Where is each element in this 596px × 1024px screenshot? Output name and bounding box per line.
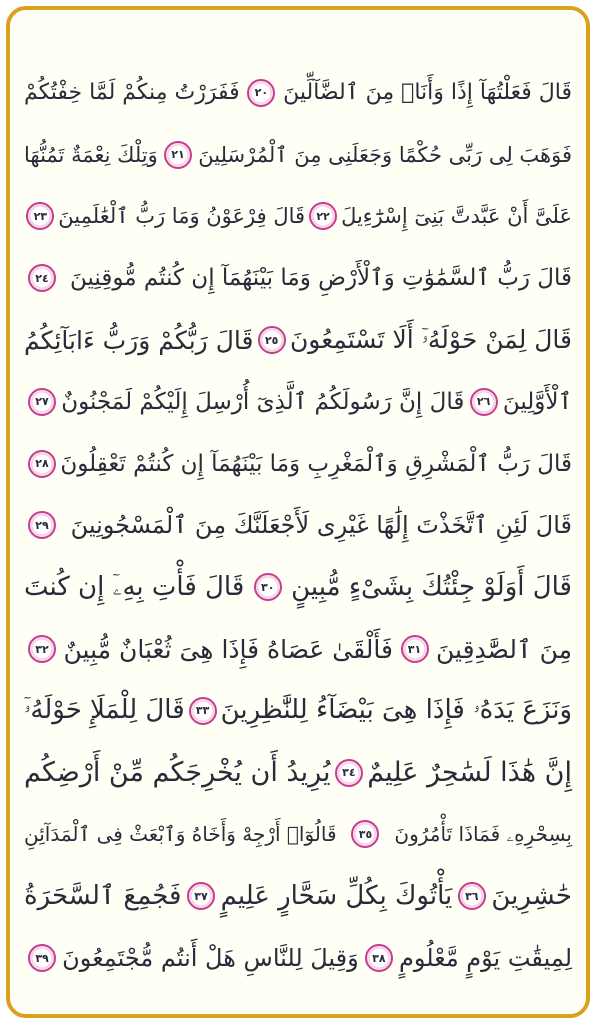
- verse-text: لِمِيقَٰتِ يَوْمٍ مَّعْلُومٍ: [399, 944, 572, 973]
- verse-text: فَأَلْقَىٰ عَصَاهُ فَإِذَا هِىَ ثُعْبَانٌ مُّبِينٌ: [63, 634, 393, 664]
- verse-line: [24, 62, 572, 124]
- ayah-marker: ٢٨: [28, 450, 56, 478]
- ayah-marker: ٢٧: [28, 388, 56, 416]
- verse-text: قَالَ فَأْتِ بِهِۦٓ إِن كُنتَ: [24, 571, 245, 602]
- verse-line: [24, 495, 572, 557]
- ayah-marker: ٣٠: [254, 573, 282, 601]
- verse-line: [24, 618, 572, 680]
- verse-text: بِسِحْرِهِۦ فَمَاذَا تَأْمُرُونَ: [394, 822, 572, 847]
- verse-text: قَالَ رَبُّكُمْ وَرَبُّ ءَابَآئِكُمُ: [24, 325, 254, 355]
- verse-text: عَلَىَّ أَنْ عَبَّدتَّ بَنِىٓ إِسْرَٰٓءِيلَ: [341, 204, 572, 229]
- verse-text: إِنَّ هَٰذَا لَسَٰحِرٌ عَلِيمٌ: [367, 757, 572, 789]
- ayah-marker: ٣٤: [335, 759, 363, 787]
- verse-lines: [24, 62, 572, 989]
- verse-text: قَالَ فَعَلْتُهَآ إِذًا وَأَنَا۠ مِنَ ٱلضَّآلِّينَ: [283, 80, 572, 106]
- verse-text: قَالَ لِمَنْ حَوْلَهُۥٓ أَلَا تَسْتَمِعُونَ: [289, 325, 572, 355]
- ayah-marker: ٢٤: [28, 264, 56, 292]
- ayah-marker: ٢٦: [470, 388, 498, 416]
- verse-text: يَأْتُوكَ بِكُلِّ سَحَّارٍ عَلِيمٍ: [220, 881, 453, 912]
- verse-line: [24, 804, 572, 866]
- page-frame: [6, 6, 590, 1018]
- verse-line: [24, 433, 572, 495]
- verse-text: ٱلْأَوَّلِينَ: [502, 388, 572, 415]
- verse-text: وَتِلْكَ نِعْمَةٌ تَمُنُّهَا: [24, 142, 158, 167]
- ayah-marker: ٢١: [164, 141, 192, 169]
- ayah-marker: ٢٩: [28, 511, 56, 539]
- verse-line: [24, 186, 572, 248]
- verse-text: قَالَ فِرْعَوْنُ وَمَا رَبُّ ٱلْعَٰلَمِينَ: [58, 204, 306, 229]
- verse-text: قَالَ إِنَّ رَسُولَكُمُ ٱلَّذِىٓ أُرْسِلَ إِلَيْكُمْ لَمَجْنُونٌ: [61, 388, 465, 415]
- verse-line: [24, 927, 572, 989]
- verse-line: [24, 680, 572, 742]
- ayah-marker: ٢٠: [247, 79, 275, 107]
- verse-line: [24, 556, 572, 618]
- ayah-marker: ٣٢: [28, 635, 56, 663]
- verse-line: [24, 865, 572, 927]
- ayah-marker: ٣٩: [28, 944, 56, 972]
- ayah-marker: ٣٨: [365, 944, 393, 972]
- verse-line: [24, 371, 572, 433]
- verse-text: فَجُمِعَ ٱلسَّحَرَةُ: [24, 881, 182, 912]
- verse-line: [24, 247, 572, 309]
- ayah-marker: ٣٦: [458, 882, 486, 910]
- ayah-marker: ٣٥: [351, 820, 379, 848]
- ayah-marker: ٣١: [401, 635, 429, 663]
- ayah-marker: ٣٣: [189, 697, 217, 725]
- verse-text: قَالَ لِلْمَلَإِ حَوْلَهُۥٓ: [23, 695, 185, 726]
- verse-text: وَقِيلَ لِلنَّاسِ هَلْ أَنتُم مُّجْتَمِعُونَ: [62, 944, 359, 973]
- ayah-marker: ٢٣: [26, 202, 54, 230]
- verse-text: وَنَزَعَ يَدَهُۥ فَإِذَا هِىَ بَيْضَآءُ لِلنَّٰظِرِينَ: [220, 695, 572, 726]
- verse-text: حَٰشِرِينَ: [491, 881, 572, 912]
- verse-text: قَالَ رَبُّ ٱلْمَشْرِقِ وَٱلْمَغْرِبِ وَمَا بَيْنَهُمَآ إِن كُنتُمْ تَعْقِلُونَ: [60, 450, 572, 477]
- verse-text: قَالَ أَوَلَوْ جِئْتُكَ بِشَىْءٍ مُّبِينٍ: [291, 572, 572, 603]
- ayah-marker: ٣٧: [187, 882, 215, 910]
- verse-text: قَالَ رَبُّ ٱلسَّمَٰوَٰتِ وَٱلْأَرْضِ وَمَا بَيْنَهُمَآ إِن كُنتُم مُّوقِنِينَ: [69, 265, 572, 292]
- verse-text: قَالُوٓا۟ أَرْجِهْ وَأَخَاهُ وَٱبْعَثْ فِى ٱلْمَدَآئِنِ: [24, 822, 337, 847]
- verse-line: [24, 124, 572, 186]
- verse-line: [24, 742, 572, 804]
- verse-text: قَالَ لَئِنِ ٱتَّخَذْتَ إِلَٰهًا غَيْرِى لَأَجْعَلَنَّكَ مِنَ ٱلْمَسْجُونِينَ: [70, 511, 572, 540]
- verse-text: فَفَرَرْتُ مِنكُمْ لَمَّا خِفْتُكُمْ: [24, 80, 240, 106]
- ayah-marker: ٢٥: [258, 326, 286, 354]
- verse-text: مِنَ ٱلصَّٰدِقِينَ: [436, 634, 572, 664]
- ayah-marker: ٢٢: [309, 202, 337, 230]
- verse-text: يُرِيدُ أَن يُخْرِجَكُم مِّنْ أَرْضِكُم: [24, 757, 331, 789]
- verse-line: [24, 309, 572, 371]
- verse-text: فَوَهَبَ لِى رَبِّى حُكْمًا وَجَعَلَنِى مِنَ ٱلْمُرْسَلِينَ: [198, 142, 572, 167]
